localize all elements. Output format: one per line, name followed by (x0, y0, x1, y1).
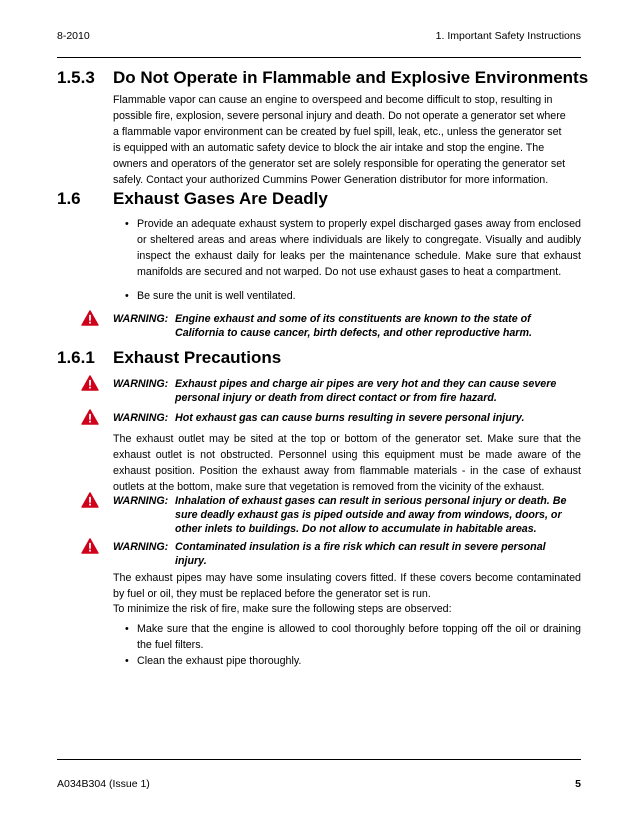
header-rule (57, 57, 581, 58)
paragraph-line: Flammable vapor can cause an engine to overspeed and become difficult to stop, resulting in (113, 94, 553, 106)
insulating-covers-paragraph: The exhaust pipes may have some insulating covers fitted. If these covers become contaminated by fuel or oil, they must be replaced before the generator set is run. (113, 572, 581, 600)
footer-rule (57, 759, 581, 760)
warning-triangle-icon (81, 409, 99, 425)
minimize-fire-paragraph: To minimize the risk of fire, make sure the following steps are observed: (113, 603, 452, 615)
section-title: Exhaust Gases Are Deadly (113, 189, 328, 208)
warning-label: WARNING: (113, 378, 169, 390)
bullet-ventilated: • Be sure the unit is well ventilated. (125, 288, 581, 304)
page-footer (57, 778, 581, 792)
paragraph-line: is equipped with an automatic safety device to block the air intake and stop the engine. The (113, 142, 545, 154)
section-title: Exhaust Precautions (113, 348, 282, 367)
warning-text: Engine exhaust and some of its constituents are known to the state of California to cause cancer, birth defects, and other reproductive harm. (175, 313, 532, 339)
warning-california (57, 312, 581, 344)
bullet-clean-pipe: • Clean the exhaust pipe thoroughly. (125, 653, 581, 669)
paragraph-line: a flammable vapor environment can be created by fuel spill, leak, etc., unless the generator set (113, 126, 562, 138)
warning-text: Contaminated insulation is a fire risk which can result in severe personal injury. (175, 541, 546, 567)
header-chapter: 1. Important Safety Instructions (435, 30, 581, 42)
warning-label: WARNING: (113, 495, 169, 507)
warning-triangle-icon (81, 492, 99, 508)
paragraph-line: safely. Contact your authorized Cummins Power Generation distributor for more information. (113, 174, 549, 186)
warning-triangle-icon (81, 538, 99, 554)
header-date: 8-2010 (57, 30, 90, 42)
warning-triangle-icon (81, 375, 99, 391)
page-header (57, 30, 581, 46)
warning-inhalation (57, 494, 581, 540)
section-number: 1.6.1 (57, 348, 95, 367)
warning-label: WARNING: (113, 541, 169, 553)
flammable-paragraph (113, 92, 581, 188)
section-number: 1.5.3 (57, 68, 95, 87)
warning-text: Exhaust pipes and charge air pipes are very hot and they can cause severe personal injury or death from direct contact or from fire hazard. (175, 378, 557, 404)
warning-label: WARNING: (113, 412, 169, 424)
section-heading-1-5-3 (57, 68, 588, 88)
bullet-exhaust-system: • Provide an adequate exhaust system to properly expel discharged gases away from enclosed or sheltered areas and areas where individuals are likely to congregate. Visually and audibly inspect the exhaust daily for leaks per the maintenance schedule. Make sure that exhaust manifolds are secured and not warped. Do not use exhaust gases to heat a compartment. (125, 216, 581, 280)
warning-text: Inhalation of exhaust gases can result in serious personal injury or death. Be sure deadly exhaust gas is piped outside and away from windows, doors, or other inlets to buildings. Do not allow to accumulate in habitable areas. (175, 495, 567, 535)
warning-hot-pipes (57, 377, 581, 409)
section-title: Do Not Operate in Flammable and Explosive Environments (113, 68, 589, 87)
bullet-cool-engine: • Make sure that the engine is allowed to cool thoroughly before topping off the oil or draining the fuel filters. (125, 621, 581, 653)
paragraph-line: owners and operators of the generator set are solely responsible for operating the generator set (113, 158, 566, 170)
footer-document-id: A034B304 (Issue 1) (57, 778, 150, 790)
warning-triangle-icon (81, 310, 99, 326)
warning-text: Hot exhaust gas can cause burns resulting in severe personal injury. (175, 412, 525, 424)
warning-label: WARNING: (113, 313, 169, 325)
exhaust-outlet-paragraph: The exhaust outlet may be sited at the top or bottom of the generator set. Make sure that the exhaust outlet is not obstructed. Personnel using this equipment must be made aware of the exhaust position. Position the exhaust away from flammable materials - in the case of exhaust outlets at the bottom, make sure that vegetation is removed from the vicinity of the exhaust. (113, 433, 581, 493)
page-number: 5 (575, 778, 581, 790)
section-heading-1-6-1 (57, 348, 281, 368)
paragraph-line: possible fire, explosion, severe personal injury and death. Do not operate a generator set where (113, 110, 566, 122)
section-number: 1.6 (57, 189, 81, 208)
warning-insulation (57, 540, 581, 572)
section-heading-1-6 (57, 189, 328, 209)
